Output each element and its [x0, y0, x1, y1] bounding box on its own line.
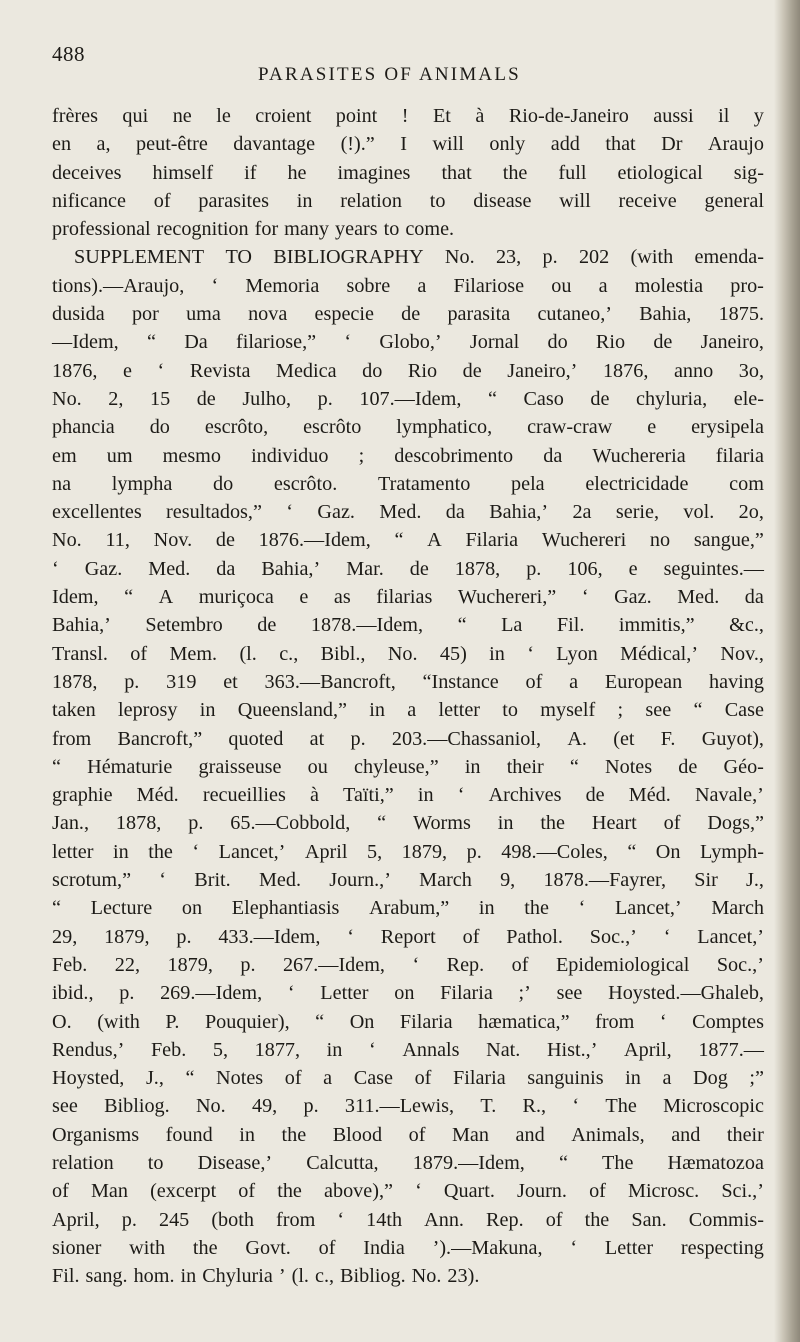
text-line: graphie Méd. recueillies à Taïti,” in ‘ Archives de Méd. Navale,’ — [52, 784, 764, 807]
text-line: letter in the ‘ Lancet,’ April 5, 1879, p. 498.—Coles, “ On Lymph- — [52, 840, 764, 863]
text-line: nificance of parasites in relation to disease will receive general — [52, 189, 764, 212]
text-line: Fil. sang. hom. in Chyluria ’ (l. c., Bibliog. No. 23). — [52, 1265, 480, 1288]
text-line: Idem, “ A muriçoca e as filarias Wuchereri,” ‘ Gaz. Med. da — [52, 586, 764, 609]
text-line: professional recognition for many years to come. — [52, 218, 455, 241]
text-line: Rendus,’ Feb. 5, 1877, in ‘ Annals Nat. Hist.,’ April, 1877.— — [52, 1038, 764, 1061]
text-line: frères qui ne le croient point ! Et à Rio-de-Janeiro aussi il y — [52, 105, 764, 127]
text-line: April, p. 245 (both from ‘ 14th Ann. Rep. of the San. Commis- — [52, 1208, 764, 1231]
text-line: Feb. 22, 1879, p. 267.—Idem, ‘ Rep. of Epidemiological Soc.,’ — [52, 953, 764, 976]
text-line: scrotum,” ‘ Brit. Med. Journ.,’ March 9, 1878.—Fayrer, Sir J., — [52, 869, 764, 892]
text-line: No. 2, 15 de Julho, p. 107.—Idem, “ Caso de chyluria, ele- — [52, 387, 764, 410]
running-head: PARASITES OF ANIMALS — [258, 64, 521, 85]
text-line: see Bibliog. No. 49, p. 311.—Lewis, T. R., ‘ The Microscopic — [52, 1095, 764, 1118]
text-line: em um mesmo individuo ; descobrimento da Wuchereria filaria — [52, 444, 764, 467]
body-text — [52, 102, 764, 1290]
text-line: 29, 1879, p. 433.—Idem, ‘ Report of Pathol. Soc.,’ ‘ Lancet,’ — [52, 925, 764, 948]
text-line: Transl. of Mem. (l. c., Bibl., No. 45) in ‘ Lyon Médical,’ Nov., — [52, 642, 764, 665]
text-line: en a, peut-être davantage (!).” I will only add that Dr Araujo — [52, 133, 764, 156]
text-line: —Idem, “ Da filariose,” ‘ Globo,’ Jornal do Rio de Janeiro, — [52, 331, 764, 354]
text-line: “ Hématurie graisseuse ou chyleuse,” in their “ Notes de Géo- — [52, 755, 764, 778]
text-line: of Man (excerpt of the above),” ‘ Quart. Journ. of Microsc. Sci.,’ — [52, 1180, 764, 1203]
text-line: sioner with the Govt. of India ’).—Makuna, ‘ Letter respecting — [52, 1236, 764, 1259]
text-line: O. (with P. Pouquier), “ On Filaria hæmatica,” from ‘ Comptes — [52, 1010, 764, 1033]
text-line: relation to Disease,’ Calcutta, 1879.—Idem, “ The Hæmatozoa — [52, 1151, 764, 1174]
text-line: Hoysted, J., “ Notes of a Case of Filaria sanguinis in a Dog ;” — [52, 1067, 764, 1090]
text-line: from Bancroft,” quoted at p. 203.—Chassaniol, A. (et F. Guyot), — [52, 727, 764, 750]
text-line: ibid., p. 269.—Idem, ‘ Letter on Filaria ;’ see Hoysted.—Ghaleb, — [52, 982, 764, 1005]
text-line: ‘ Gaz. Med. da Bahia,’ Mar. de 1878, p. 106, e seguintes.— — [52, 557, 764, 580]
text-line: Organisms found in the Blood of Man and Animals, and their — [52, 1123, 764, 1146]
text-line: Jan., 1878, p. 65.—Cobbold, “ Worms in the Heart of Dogs,” — [52, 812, 764, 835]
page-edge-shadow — [774, 0, 800, 1342]
text-line: Bahia,’ Setembro de 1878.—Idem, “ La Fil. immitis,” &c., — [52, 614, 764, 637]
text-line: 1878, p. 319 et 363.—Bancroft, “Instance of a European having — [52, 670, 764, 693]
text-line: deceives himself if he imagines that the full etiological sig- — [52, 161, 764, 184]
text-line: dusida por uma nova especie de parasita cutaneo,’ Bahia, 1875. — [52, 303, 764, 326]
text-line: excellentes resultados,” ‘ Gaz. Med. da Bahia,’ 2a serie, vol. 2o, — [52, 501, 764, 524]
text-line: tions).—Araujo, ‘ Memoria sobre a Filariose ou a molestia pro- — [52, 274, 764, 297]
text-line: phancia do escrôto, escrôto lymphatico, craw-craw e erysipela — [52, 416, 764, 439]
text-line: “ Lecture on Elephantiasis Arabum,” in the ‘ Lancet,’ March — [52, 897, 764, 920]
text-line: taken leprosy in Queensland,” in a letter to myself ; see “ Case — [52, 699, 764, 722]
text-line: SUPPLEMENT TO BIBLIOGRAPHY No. 23, p. 202 (with emenda- — [74, 246, 764, 269]
text-line: na lympha do escrôto. Tratamento pela electricidade com — [52, 472, 764, 495]
page-number: 488 — [52, 42, 85, 66]
text-line: No. 11, Nov. de 1876.—Idem, “ A Filaria Wuchereri no sangue,” — [52, 529, 764, 552]
text-line: 1876, e ‘ Revista Medica do Rio de Janeiro,’ 1876, anno 3o, — [52, 359, 764, 382]
